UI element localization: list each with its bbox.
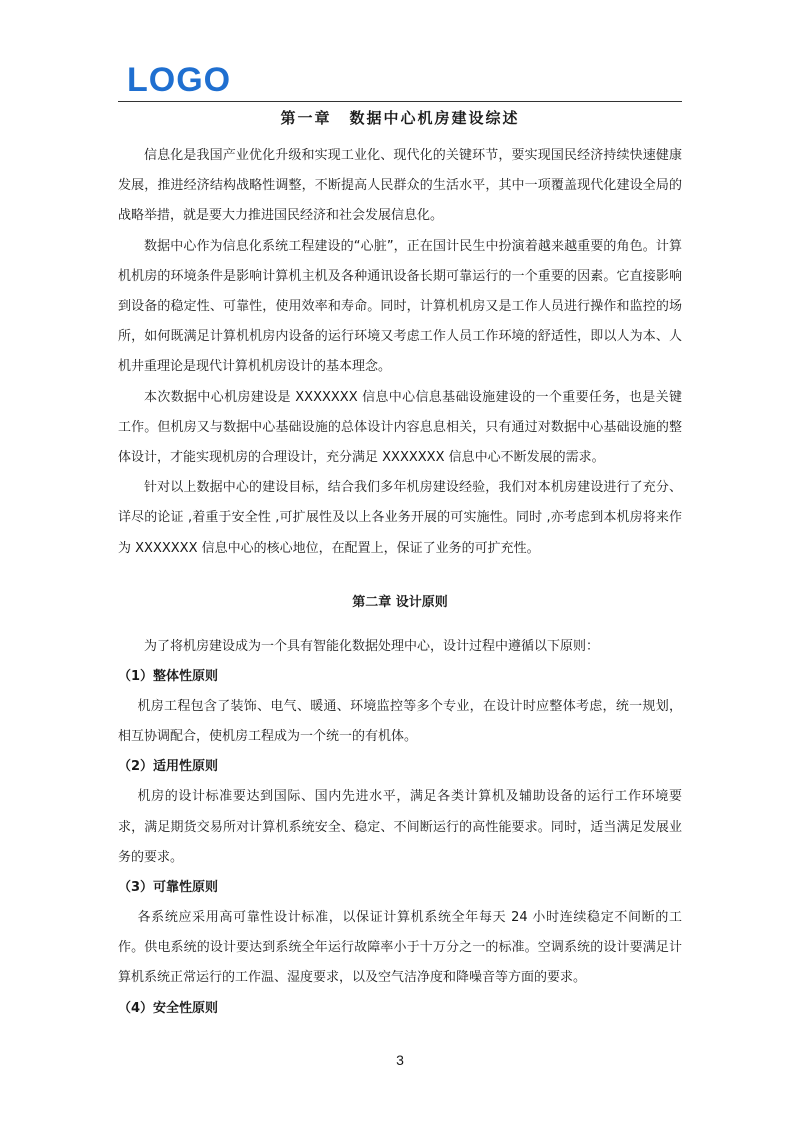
chapter-2-title: 第二章 设计原则: [352, 594, 448, 610]
principle-heading: （3）可靠性原则: [118, 880, 219, 896]
paragraph: 数据中心作为信息化系统工程建设的“心脏”，正在国计民生中扮演着越来越重要的角色。计算机机房的环境条件是影响计算机主机及各种通讯设备长期可靠运行的一个重要的因素。它直接影响到设备的稳定性、可靠性，使用效率和寿命。同时，计算机机房又是工作人员进行操作和监控的场所，如何既满足计算机机房内设备的运行环境又考虑工作人员工作环境的舒适性，即以人为本、人机井重理论是现代计算机机房设计的基本理念。: [118, 238, 682, 375]
principle-heading: （2）适用性原则: [118, 759, 219, 775]
principle-heading: （1）整体性原则: [118, 669, 219, 685]
logo: LOGO: [127, 61, 232, 99]
header-divider: [118, 101, 682, 102]
chapter-1-number: 第一章: [280, 109, 332, 127]
principle-text: 机房的设计标准要达到国际、国内先进水平，满足各类计算机及辅助设备的运行工作环境要求，满足期货交易所对计算机系统安全、稳定、不间断运行的高性能要求。同时，适当满足发展业务的要求。: [118, 789, 682, 865]
principle-text: 机房工程包含了装饰、电气、暖通、环境监控等多个专业，在设计时应整体考虑，统一规划，相互协调配合，使机房工程成为一个统一的有机体。: [118, 699, 682, 745]
page-number: 3: [396, 1052, 404, 1068]
paragraph: 信息化是我国产业优化升级和实现工业化、现代化的关键环节，要实现国民经济持续快速健康发展，推进经济结构战略性调整，不断提高人民群众的生活水平，其中一项覆盖现代化建设全局的战略举措，就是要大力推进国民经济和社会发展信息化。: [118, 148, 682, 224]
chapter-1-title: [118, 104, 682, 132]
principle-text: 各系统应采用高可靠性设计标准，以保证计算机系统全年每天 24 小时连续稳定不间断的工作。供电系统的设计要达到系统全年运行故障率小于十万分之一的标准。空调系统的设计要满足计算机系统正常运行的工作温、湿度要求，以及空气洁净度和降噪音等方面的要求。: [118, 910, 682, 986]
paragraph-intro: 为了将机房建设成为一个具有智能化数据处理中心，设计过程中遵循以下原则：: [144, 638, 600, 654]
chapter-1-heading: 数据中心机房建设综述: [349, 109, 520, 127]
paragraph: 本次数据中心机房建设是 XXXXXXX 信息中心信息基础设施建设的一个重要任务，也是关键工作。但机房又与数据中心基础设施的总体设计内容息息相关，只有通过对数据中心基础设施的整体设计，才能实现机房的合理设计，充分满足 XXXXXXX 信息中心不断发展的需求。: [118, 389, 682, 466]
principle-heading: （4）安全性原则: [118, 1000, 219, 1016]
document-body: [118, 104, 682, 1024]
paragraph: 针对以上数据中心的建设目标，结合我们多年机房建设经验，我们对本机房建设进行了充分、详尽的论证 ,着重于安全性 ,可扩展性及以上各业务开展的可实施性。同时 ,亦考虑到本机房将来作为 XXXXXXX 信息中心的核心地位，在配置上，保证了业务的可扩充性。: [118, 480, 682, 556]
